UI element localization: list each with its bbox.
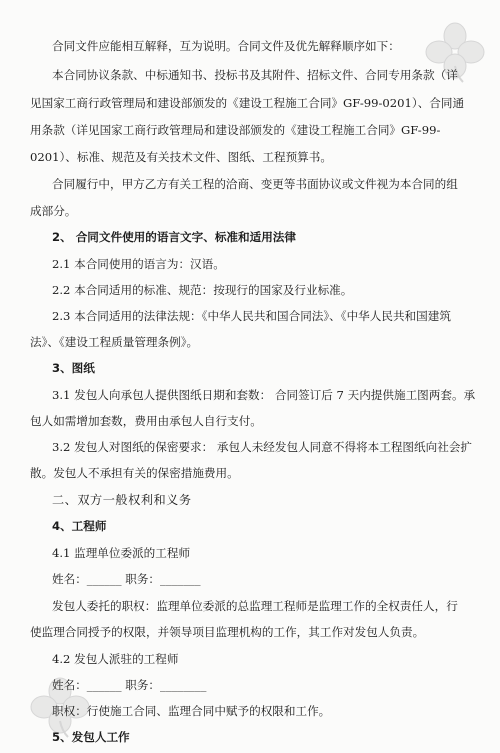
text-line: 用条款（详见国家工商行政管理局和建设部颁发的《建设工程施工合同》GF-99- <box>30 123 441 137</box>
text-line: 4.2 发包人派驻的工程师 <box>52 652 179 666</box>
text-line: 包人如需增加套数，费用由承包人自行支付。 <box>30 414 262 428</box>
text-line: 法》、《建设工程质量管理条例》。 <box>30 335 199 349</box>
text-line: 合同文件应能相互解释，互为说明。合同文件及优先解释顺序如下： <box>52 39 400 53</box>
section-heading: 5、发包人工作 <box>52 730 130 744</box>
text-line: 发包人委托的职权：监理单位委派的总监理工程师是监理工作的全权责任人，行 <box>52 599 458 613</box>
text-line: 4.1 监理单位委派的工程师 <box>52 546 191 560</box>
text-line: 2.3 本合同适用的法律法规：《中华人民共和国合同法》、《中华人民共和国建筑 <box>52 309 451 323</box>
text-line: 2.1 本合同使用的语言为：汉语。 <box>52 257 225 271</box>
text-line: 姓名：______ 职务：________ <box>52 678 207 692</box>
text-line: 合同履行中，甲方乙方有关工程的洽商、变更等书面协议或文件视为本合同的组 <box>52 177 458 191</box>
text-line: 见国家工商行政管理局和建设部颁发的《建设工程施工合同》GF-99-0201）、合同通 <box>30 96 465 110</box>
text-line: 0201）、标准、规范及有关技术文件、图纸、工程预算书。 <box>30 150 332 164</box>
text-line: 成部分。 <box>30 204 77 218</box>
section-heading: 4、工程师 <box>52 519 107 533</box>
text-line: 3.2 发包人对图纸的保密要求： 承包人未经发包人同意不得将本工程图纸向社会扩 <box>52 440 472 454</box>
section-heading: 3、图纸 <box>52 361 95 375</box>
chapter-heading: 二、双方一般权利和义务 <box>52 493 192 507</box>
text-line: 本合同协议条款、中标通知书、投标书及其附件、招标文件、合同专用条款（详 <box>52 68 458 82</box>
text-line: 3.1 发包人向承包人提供图纸日期和套数： 合同签订后 7 天内提供施工图两套。承 <box>52 388 476 402</box>
text-line: 姓名：______ 职务：_______ <box>52 572 201 586</box>
text-line: 职权：行使施工合同、监理合同中赋予的权限和工作。 <box>52 704 331 718</box>
text-line: 散。发包人不承担有关的保密措施费用。 <box>30 466 239 480</box>
text-line: 2.2 本合同适用的标准、规范：按现行的国家及行业标准。 <box>52 283 353 297</box>
text-line: 使监理合同授予的权限，并领导项目监理机构的工作，其工作对发包人负责。 <box>30 625 425 639</box>
section-heading: 2、 合同文件使用的语言文字、标准和适用法律 <box>52 230 296 244</box>
